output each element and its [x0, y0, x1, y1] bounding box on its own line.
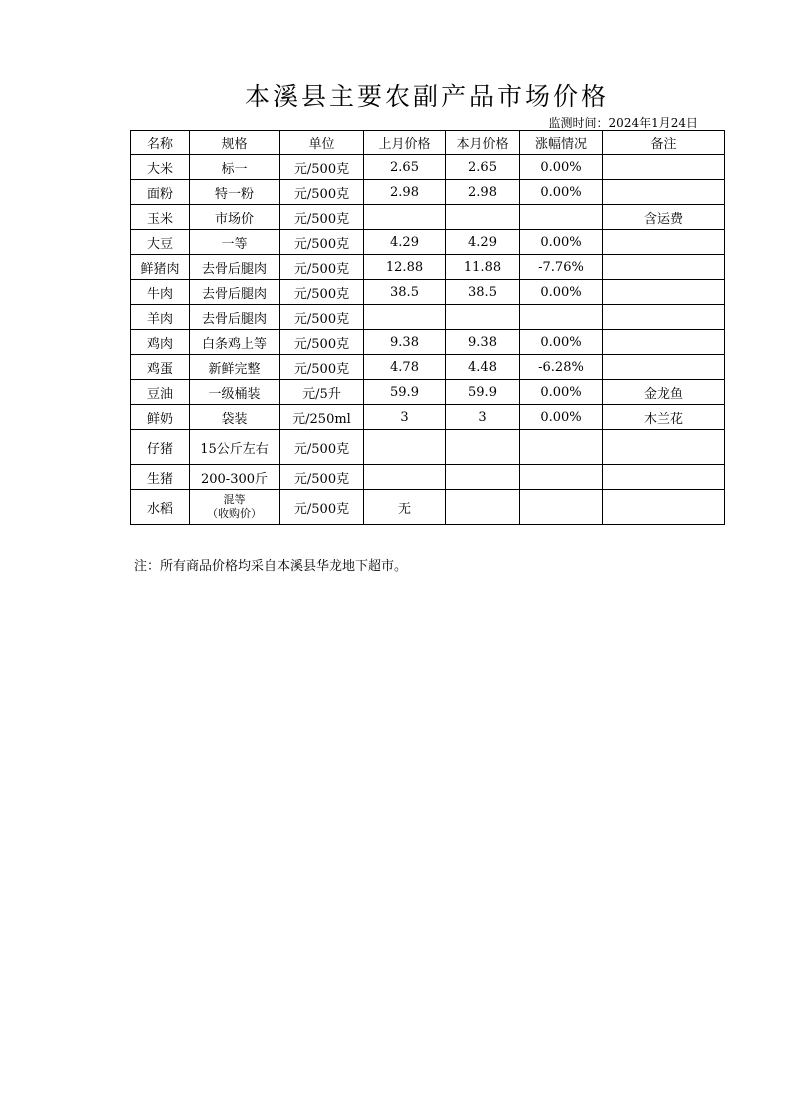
- cell-this-price: 2.65: [446, 155, 520, 180]
- cell-change: -6.28%: [520, 355, 603, 380]
- cell-change: 0.00%: [520, 180, 603, 205]
- cell-last-price: 12.88: [364, 255, 446, 280]
- cell-name: 面粉: [131, 180, 190, 205]
- cell-spec: 白条鸡上等: [190, 330, 280, 355]
- cell-this-price: [446, 205, 520, 230]
- page-title: 本溪县主要农副产品市场价格: [244, 82, 609, 111]
- header-last-month-price: 上月价格: [364, 131, 446, 155]
- table-row: [131, 430, 725, 465]
- cell-last-price: 4.78: [364, 355, 446, 380]
- cell-this-price: [446, 430, 520, 465]
- cell-spec: 去骨后腿肉: [190, 255, 280, 280]
- cell-spec: 新鲜完整: [190, 355, 280, 380]
- cell-name: 仔猪: [131, 430, 190, 465]
- cell-remark: [603, 430, 725, 465]
- cell-change: 0.00%: [520, 230, 603, 255]
- monitor-time: 监测时间：2024年1月24日: [548, 116, 698, 130]
- cell-unit: 元/500克: [280, 465, 364, 490]
- cell-this-price: 11.88: [446, 255, 520, 280]
- cell-remark: 含运费: [603, 205, 725, 230]
- cell-this-price: 2.98: [446, 180, 520, 205]
- cell-change: 0.00%: [520, 280, 603, 305]
- table-row: [131, 330, 725, 355]
- cell-remark: [603, 490, 725, 525]
- cell-change: [520, 430, 603, 465]
- cell-spec: 去骨后腿肉: [190, 280, 280, 305]
- cell-last-price: 4.29: [364, 230, 446, 255]
- cell-spec: 一级桶装: [190, 380, 280, 405]
- rice-spec-line1: 混等: [223, 493, 246, 506]
- cell-name: 鸡蛋: [131, 355, 190, 380]
- cell-remark: 木兰花: [603, 405, 725, 430]
- header-unit: 单位: [280, 131, 364, 155]
- cell-last-price: 59.9: [364, 380, 446, 405]
- cell-name: 牛肉: [131, 280, 190, 305]
- cell-last-price: [364, 305, 446, 330]
- cell-this-price: [446, 465, 520, 490]
- rice-spec-line2: （收购价）: [207, 507, 262, 520]
- cell-last-price: 9.38: [364, 330, 446, 355]
- cell-name: 大米: [131, 155, 190, 180]
- table-row: [131, 205, 725, 230]
- cell-change: 0.00%: [520, 405, 603, 430]
- cell-spec: 市场价: [190, 205, 280, 230]
- cell-spec: 15公斤左右: [190, 430, 280, 465]
- cell-spec: 去骨后腿肉: [190, 305, 280, 330]
- table-row: [131, 280, 725, 305]
- header-change: 涨幅情况: [520, 131, 603, 155]
- header-name: 名称: [131, 131, 190, 155]
- cell-last-price: [364, 430, 446, 465]
- cell-spec: 200-300斤: [190, 465, 280, 490]
- cell-unit: 元/500克: [280, 330, 364, 355]
- cell-remark: [603, 255, 725, 280]
- table-row: [131, 380, 725, 405]
- table-row: [131, 355, 725, 380]
- cell-remark: [603, 355, 725, 380]
- cell-this-price: 4.29: [446, 230, 520, 255]
- cell-unit: 元/500克: [280, 230, 364, 255]
- cell-remark: [603, 465, 725, 490]
- table-row: [131, 465, 725, 490]
- cell-remark: [603, 330, 725, 355]
- cell-this-price: 38.5: [446, 280, 520, 305]
- cell-unit: 元/250ml: [280, 405, 364, 430]
- cell-spec: 标一: [190, 155, 280, 180]
- cell-this-price: 4.48: [446, 355, 520, 380]
- cell-spec: [190, 490, 280, 525]
- cell-name: 鲜奶: [131, 405, 190, 430]
- cell-this-price: 9.38: [446, 330, 520, 355]
- cell-last-price: 3: [364, 405, 446, 430]
- cell-change: [520, 205, 603, 230]
- cell-change: [520, 305, 603, 330]
- cell-unit: 元/500克: [280, 155, 364, 180]
- table-row: [131, 230, 725, 255]
- cell-change: 0.00%: [520, 155, 603, 180]
- cell-change: 0.00%: [520, 380, 603, 405]
- cell-this-price: [446, 490, 520, 525]
- header-remark: 备注: [603, 131, 725, 155]
- table-row: [131, 155, 725, 180]
- cell-this-price: [446, 305, 520, 330]
- cell-spec: 特一粉: [190, 180, 280, 205]
- table-row: [131, 180, 725, 205]
- cell-change: [520, 490, 603, 525]
- cell-unit: 元/500克: [280, 255, 364, 280]
- cell-name: 豆油: [131, 380, 190, 405]
- cell-last-price: [364, 465, 446, 490]
- cell-change: 0.00%: [520, 330, 603, 355]
- table-row: [131, 405, 725, 430]
- cell-remark: [603, 180, 725, 205]
- cell-spec: 袋装: [190, 405, 280, 430]
- cell-last-price: 无: [364, 490, 446, 525]
- footnote: 注：所有商品价格均采自本溪县华龙地下超市。: [134, 559, 408, 574]
- table-row: [131, 255, 725, 280]
- cell-name: 大豆: [131, 230, 190, 255]
- cell-name: 羊肉: [131, 305, 190, 330]
- cell-change: [520, 465, 603, 490]
- cell-this-price: 59.9: [446, 380, 520, 405]
- cell-remark: [603, 230, 725, 255]
- cell-name: 水稻: [131, 490, 190, 525]
- cell-name: 鲜猪肉: [131, 255, 190, 280]
- header-this-month-price: 本月价格: [446, 131, 520, 155]
- cell-unit: 元/500克: [280, 280, 364, 305]
- header-spec: 规格: [190, 131, 280, 155]
- cell-unit: 元/500克: [280, 430, 364, 465]
- cell-last-price: 38.5: [364, 280, 446, 305]
- cell-name: 生猪: [131, 465, 190, 490]
- cell-remark: [603, 155, 725, 180]
- cell-remark: [603, 280, 725, 305]
- cell-unit: 元/5升: [280, 380, 364, 405]
- cell-unit: 元/500克: [280, 205, 364, 230]
- table-row: [131, 490, 725, 525]
- price-table: [130, 130, 725, 525]
- cell-unit: 元/500克: [280, 305, 364, 330]
- table-header-row: [131, 131, 725, 155]
- cell-name: 鸡肉: [131, 330, 190, 355]
- cell-unit: 元/500克: [280, 490, 364, 525]
- cell-spec: 一等: [190, 230, 280, 255]
- cell-remark: [603, 305, 725, 330]
- cell-last-price: [364, 205, 446, 230]
- cell-last-price: 2.98: [364, 180, 446, 205]
- cell-name: 玉米: [131, 205, 190, 230]
- cell-unit: 元/500克: [280, 355, 364, 380]
- cell-remark: 金龙鱼: [603, 380, 725, 405]
- cell-last-price: 2.65: [364, 155, 446, 180]
- cell-unit: 元/500克: [280, 180, 364, 205]
- cell-this-price: 3: [446, 405, 520, 430]
- table-row: [131, 305, 725, 330]
- cell-change: -7.76%: [520, 255, 603, 280]
